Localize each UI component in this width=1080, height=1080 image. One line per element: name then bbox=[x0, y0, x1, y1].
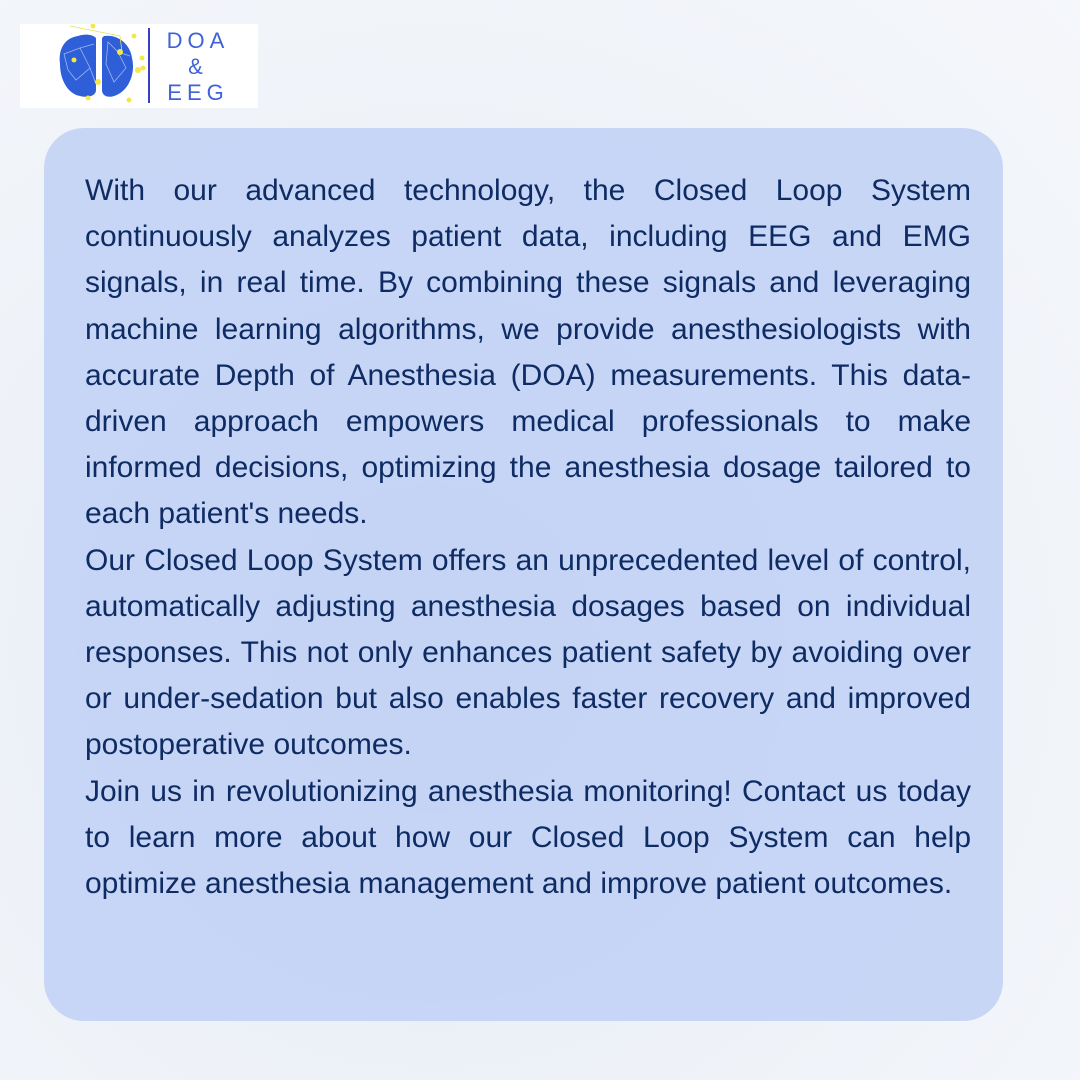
logo-divider bbox=[148, 28, 150, 103]
logo-text-amp: & bbox=[188, 54, 208, 79]
brain-network-icon bbox=[50, 24, 150, 108]
logo-text-eeg: EEG bbox=[167, 80, 229, 105]
paragraph-2: Our Closed Loop System offers an unprecedented level of control, automatically adjusting anesthesia dosages based on individual responses. This not only enhances patient safety by avoiding over or under-sedation but also enables faster recovery and improved postoperative outcomes. bbox=[85, 543, 971, 762]
logo-text-doa: DOA bbox=[166, 28, 230, 53]
logo bbox=[20, 24, 258, 108]
paragraph-3: Join us in revolutionizing anesthesia monitoring! Contact us today to learn more about how our Closed Loop System can help optimize anesthesia management and improve patient outcomes. bbox=[85, 774, 971, 901]
paragraph-1: With our advanced technology, the Closed Loop System continuously analyzes patient data, including EEG and EMG signals, in real time. By combining these signals and leveraging machine learning algorithms, we provide anesthesiologists with accurate Depth of Anesthesia (DOA) measurements. This data-driven approach empowers medical professionals to make informed decisions, optimizing the anesthesia dosage tailored to each patient's needs. bbox=[85, 174, 971, 531]
body-text bbox=[85, 168, 971, 907]
